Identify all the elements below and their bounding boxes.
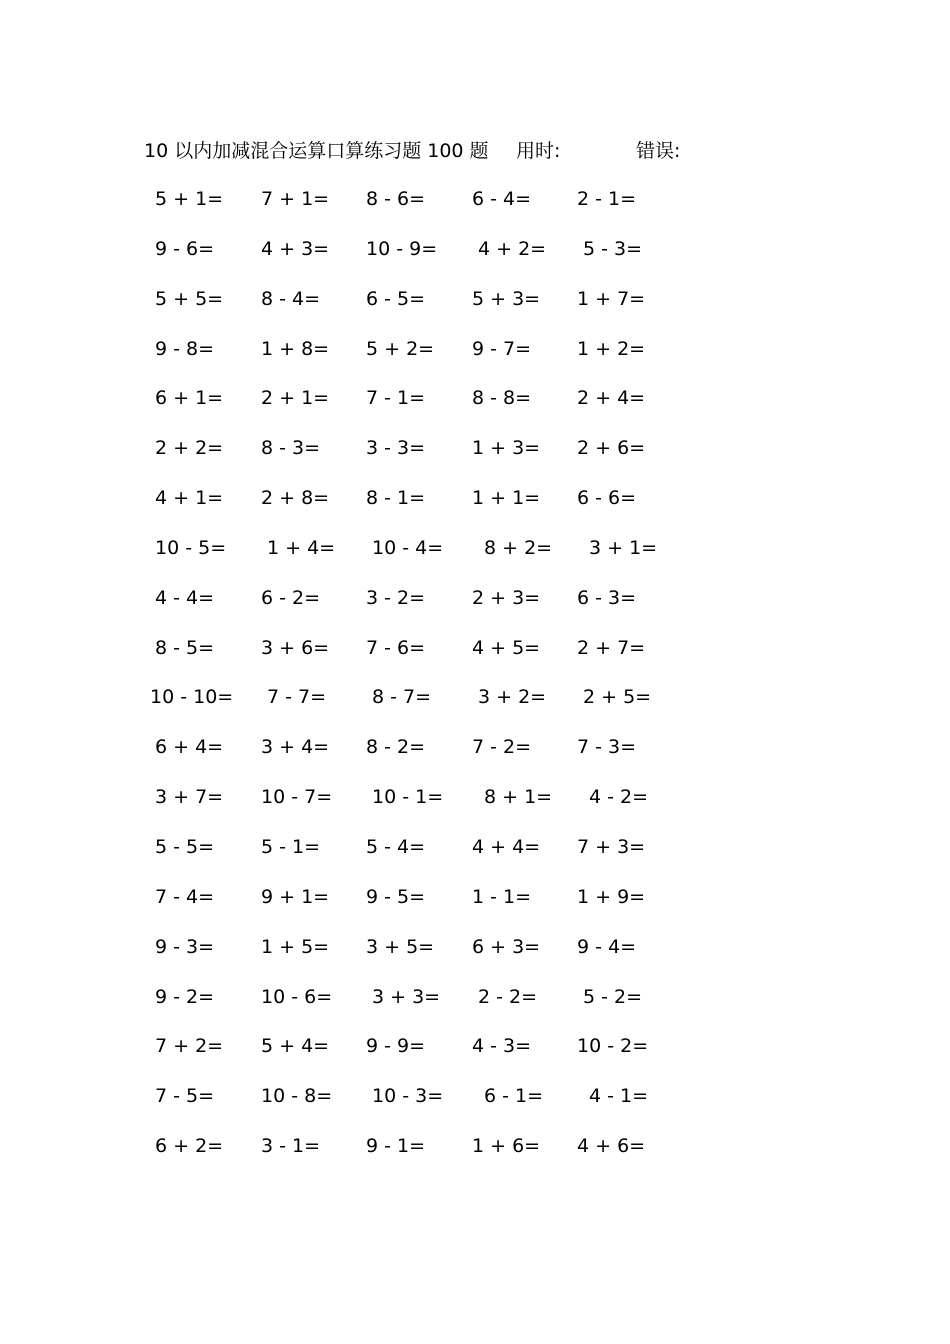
problem-cell: 8 - 1=	[366, 487, 426, 510]
problem-row	[0, 831, 950, 881]
problem-cell: 5 + 1=	[155, 188, 224, 210]
problem-cell: 8 - 7=	[372, 686, 432, 709]
problem-cell: 3 + 5=	[366, 935, 435, 958]
problem-cell: 5 + 2=	[366, 337, 435, 360]
problem-cell: 9 - 3=	[155, 935, 215, 958]
problem-cell: 8 - 3=	[261, 437, 321, 460]
problem-cell: 5 - 4=	[366, 835, 426, 858]
problem-row	[0, 283, 950, 333]
problem-cell: 7 + 2=	[155, 1035, 224, 1058]
problem-cell: 1 + 4=	[267, 536, 336, 559]
problem-cell: 9 - 1=	[366, 1135, 426, 1158]
problem-grid	[0, 183, 950, 1180]
problem-cell: 1 + 9=	[577, 885, 646, 908]
problem-cell: 3 + 7=	[155, 786, 224, 809]
problem-cell: 9 - 6=	[155, 237, 215, 260]
problem-cell: 9 - 4=	[577, 935, 637, 958]
problem-row	[0, 482, 950, 532]
problem-cell: 10 - 10=	[150, 686, 234, 709]
problem-cell: 3 + 4=	[261, 736, 330, 759]
problem-cell: 3 - 3=	[366, 437, 426, 460]
problem-row	[0, 681, 950, 731]
problem-row	[0, 333, 950, 383]
problem-cell: 2 + 7=	[577, 636, 646, 659]
problem-cell: 3 - 2=	[366, 586, 426, 609]
worksheet-title: 10 以内加减混合运算口算练习题 100 题	[144, 140, 489, 162]
problem-cell: 7 - 1=	[366, 387, 426, 410]
problem-row	[0, 233, 950, 283]
problem-row	[0, 1130, 950, 1180]
problem-cell: 6 - 4=	[472, 188, 532, 210]
problem-cell: 1 + 6=	[472, 1135, 541, 1158]
problem-cell: 1 + 7=	[577, 287, 646, 310]
problem-cell: 5 - 1=	[261, 835, 321, 858]
problem-cell: 8 - 6=	[366, 188, 426, 210]
problem-cell: 7 - 2=	[472, 736, 532, 759]
problem-cell: 1 + 8=	[261, 337, 330, 360]
problem-cell: 4 - 1=	[589, 1085, 649, 1108]
problem-cell: 2 + 4=	[577, 387, 646, 410]
problem-cell: 9 - 8=	[155, 337, 215, 360]
problem-cell: 3 + 1=	[589, 536, 658, 559]
problem-cell: 8 - 5=	[155, 636, 215, 659]
problem-cell: 4 + 2=	[478, 237, 547, 260]
problem-cell: 10 - 6=	[261, 985, 333, 1008]
problem-cell: 6 - 6=	[577, 487, 637, 510]
problem-cell: 10 - 5=	[155, 536, 227, 559]
problem-cell: 7 - 5=	[155, 1085, 215, 1108]
problem-cell: 1 - 1=	[472, 885, 532, 908]
problem-cell: 9 - 2=	[155, 985, 215, 1008]
problem-cell: 8 - 4=	[261, 287, 321, 310]
problem-row	[0, 1080, 950, 1130]
problem-cell: 6 - 3=	[577, 586, 637, 609]
problem-row	[0, 981, 950, 1031]
problem-cell: 9 + 1=	[261, 885, 330, 908]
problem-cell: 2 - 2=	[478, 985, 538, 1008]
problem-cell: 1 + 1=	[472, 487, 541, 510]
problem-cell: 2 + 6=	[577, 437, 646, 460]
time-used-label: 用时:	[516, 140, 561, 162]
problem-row	[0, 432, 950, 482]
problem-row	[0, 183, 950, 233]
problem-cell: 8 - 8=	[472, 387, 532, 410]
problem-cell: 6 + 2=	[155, 1135, 224, 1158]
problem-cell: 6 - 2=	[261, 586, 321, 609]
problem-cell: 10 - 1=	[372, 786, 444, 809]
problem-cell: 9 - 5=	[366, 885, 426, 908]
problem-cell: 7 + 1=	[261, 188, 330, 210]
problem-cell: 10 - 3=	[372, 1085, 444, 1108]
problem-cell: 7 - 4=	[155, 885, 215, 908]
problem-cell: 4 - 2=	[589, 786, 649, 809]
problem-cell: 5 - 3=	[583, 237, 643, 260]
problem-row	[0, 532, 950, 582]
problem-cell: 4 + 6=	[577, 1135, 646, 1158]
problem-cell: 6 + 1=	[155, 387, 224, 410]
problem-cell: 4 + 5=	[472, 636, 541, 659]
problem-cell: 7 - 6=	[366, 636, 426, 659]
problem-row	[0, 881, 950, 931]
problem-cell: 5 + 3=	[472, 287, 541, 310]
problem-cell: 2 - 1=	[577, 188, 637, 210]
worksheet-header	[144, 136, 704, 166]
problem-cell: 6 + 3=	[472, 935, 541, 958]
problem-row	[0, 582, 950, 632]
problem-cell: 2 + 8=	[261, 487, 330, 510]
problem-cell: 4 - 3=	[472, 1035, 532, 1058]
problem-cell: 4 + 1=	[155, 487, 224, 510]
problem-cell: 7 - 7=	[267, 686, 327, 709]
problem-cell: 1 + 3=	[472, 437, 541, 460]
problem-row	[0, 931, 950, 981]
problem-row	[0, 632, 950, 682]
problem-cell: 10 - 4=	[372, 536, 444, 559]
problem-cell: 4 + 4=	[472, 835, 541, 858]
problem-cell: 10 - 7=	[261, 786, 333, 809]
problem-cell: 10 - 8=	[261, 1085, 333, 1108]
problem-cell: 3 + 3=	[372, 985, 441, 1008]
problem-cell: 10 - 9=	[366, 237, 438, 260]
problem-row	[0, 781, 950, 831]
problem-cell: 5 - 5=	[155, 835, 215, 858]
problem-cell: 4 + 3=	[261, 237, 330, 260]
problem-row	[0, 731, 950, 781]
problem-cell: 2 + 5=	[583, 686, 652, 709]
problem-cell: 6 - 1=	[484, 1085, 544, 1108]
problem-row	[0, 382, 950, 432]
problem-cell: 2 + 2=	[155, 437, 224, 460]
problem-cell: 6 - 5=	[366, 287, 426, 310]
problem-cell: 7 + 3=	[577, 835, 646, 858]
problem-cell: 5 + 5=	[155, 287, 224, 310]
problem-cell: 8 - 2=	[366, 736, 426, 759]
problem-cell: 1 + 2=	[577, 337, 646, 360]
error-count-label: 错误:	[636, 140, 681, 162]
problem-cell: 9 - 9=	[366, 1035, 426, 1058]
problem-cell: 4 - 4=	[155, 586, 215, 609]
problem-cell: 5 - 2=	[583, 985, 643, 1008]
problem-cell: 6 + 4=	[155, 736, 224, 759]
problem-cell: 10 - 2=	[577, 1035, 649, 1058]
problem-cell: 8 + 2=	[484, 536, 553, 559]
problem-cell: 3 + 6=	[261, 636, 330, 659]
problem-cell: 3 - 1=	[261, 1135, 321, 1158]
problem-cell: 7 - 3=	[577, 736, 637, 759]
problem-cell: 8 + 1=	[484, 786, 553, 809]
problem-cell: 9 - 7=	[472, 337, 532, 360]
problem-cell: 2 + 1=	[261, 387, 330, 410]
problem-cell: 5 + 4=	[261, 1035, 330, 1058]
problem-cell: 2 + 3=	[472, 586, 541, 609]
problem-cell: 1 + 5=	[261, 935, 330, 958]
problem-cell: 3 + 2=	[478, 686, 547, 709]
problem-row	[0, 1030, 950, 1080]
